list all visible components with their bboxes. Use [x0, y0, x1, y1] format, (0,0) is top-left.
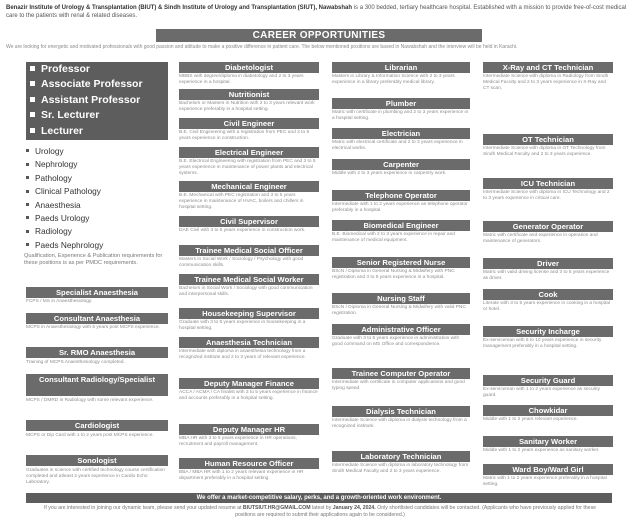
job-title: Carpenter — [332, 159, 470, 170]
job-title: Civil Supervisor — [179, 216, 319, 227]
job-title: Consultant Anaesthesia — [26, 313, 168, 324]
page-title: CAREER OPPORTUNITIES — [156, 29, 482, 42]
job-title: Senior Registered Nurse — [332, 257, 470, 268]
bullet-icon — [26, 216, 29, 219]
job-description: B.E. Mechanical with PEC registration and 3 to 5 years experience in maintenance of HVAC, boilers and chillers in hospital setting. — [179, 193, 304, 210]
job-title: Human Resource Officer — [179, 458, 319, 469]
position-item: Assistant Professor — [26, 93, 168, 108]
job-title: Diabetologist — [179, 62, 319, 73]
job-description: MBA HR with 3 to 5 years experience in HR operations, recruitment and payroll management. — [179, 436, 297, 447]
job-description: Literate with 3 to 5 years experience in cooking in a hospital or hotel. — [483, 301, 610, 312]
job-title: Cook — [483, 289, 613, 300]
job-title: Civil Engineer — [179, 118, 319, 129]
bullet-icon — [26, 190, 29, 193]
application-instructions — [40, 505, 600, 519]
job-description: B.E. Civil Engineering with a registration from PEC and 3 to 5 years experience in construction. — [179, 130, 310, 141]
bullet-icon — [26, 230, 29, 233]
job-description: Graduate with 3 to 5 years experience in administration with good command on MS Office and correspondence. — [332, 336, 460, 347]
job-title: Deputy Manager Finance — [179, 378, 319, 389]
qualification-note: Qualification, Experience & Publication requirements for these positions is as per PMDC requirements. — [24, 253, 163, 266]
job-description: B.E. Electrical Engineering with registration from PEC and 3 to 5 years experience in maintenance of power plants and electrical systems. — [179, 159, 316, 176]
job-title: Consultant Radiology/Specialist — [26, 374, 168, 396]
job-description: BScN / Diploma in General Nursing & Midwifery with valid PNC registration. — [332, 305, 466, 316]
job-title: OT Technician — [483, 134, 613, 145]
job-description: MCPS or Dip Card with 1 to 2 years post MCPS experience. — [26, 433, 154, 438]
job-description: Masters in Social Work / Sociology / Psychology with good communication skills. — [179, 257, 304, 268]
footer-text: Only shortlisted candidates will be contacted. (Applicants who have previously applied for these positions are required to submit their applications again to be considered.) — [235, 505, 597, 518]
footer-text: If you are interested in joining our dynamic team, please send your updated resume at — [43, 505, 242, 511]
job-title: Sanitary Worker — [483, 436, 613, 447]
job-title: Specialist Anaesthesia — [26, 287, 168, 298]
job-description: Ex-serviceman with 5 to 10 years experience in security management preferably in a hospital setting. — [483, 338, 602, 349]
specialty-item: Nephrology — [24, 158, 174, 171]
job-title: Telephone Operator — [332, 190, 470, 201]
bullet-icon — [26, 203, 29, 206]
job-description: MCPS / DMRD in Radiology with some relevant experience. — [26, 398, 154, 403]
job-description: Masters in Library & Information Science with 2 to 3 years experience in a library preferably medical library. — [332, 74, 455, 85]
job-title: Nutritionist — [179, 89, 319, 100]
job-description: Middle with 2 to 3 years experience in carpentry work. — [332, 171, 447, 176]
job-title: Plumber — [332, 98, 470, 109]
specialty-item: Paeds Nephrology — [24, 239, 174, 252]
square-bullet-icon — [30, 66, 35, 71]
job-description: Matric with certificate in plumbing and 2 to 3 years experience in a hospital setting. — [332, 110, 469, 121]
job-description: DAE Civil with 3 to 5 years experience in construction work. — [179, 228, 306, 233]
job-title: Cardiologist — [26, 420, 168, 431]
job-title: Trainee Computer Operator — [332, 368, 470, 379]
specialty-item: Radiology — [24, 225, 174, 238]
job-description: Intermediate with diploma in anaesthesia technology from a recognized institute and 2 to 3 years of relevant experience. — [179, 349, 306, 360]
job-description: BScN / Diploma in General Nursing & Midwifery with PNC registration and 3 to 5 years experience in a hospital. — [332, 269, 455, 280]
job-description: Intermediate Science with diploma in OT Technology from Sindh Medical Faculty and 2 to 3 years experience. — [483, 146, 606, 157]
specialty-list — [24, 145, 174, 252]
job-description: ACCA / ACMA / CA finalist with 3 to 5 years experience in finance and accounts preferably in a hospital setting. — [179, 390, 318, 401]
job-description: B.E. Biomedical with 2 to 3 years experience in repair and maintenance of medical equipment. — [332, 232, 455, 243]
job-description: BBA / MBA HR with 1 to 2 years relevant experience in HR department preferably in a hospital setting. — [179, 470, 304, 481]
job-description: Middle with 1 to 2 years experience as sanitary worker. — [483, 448, 600, 453]
square-bullet-icon — [30, 97, 35, 102]
job-description: Training of MCPS Anaesthesiology completed. — [26, 360, 125, 365]
job-description: Ex-serviceman with 1 to 2 years experience as security guard. — [483, 387, 601, 398]
job-title: Driver — [483, 258, 613, 269]
bullet-icon — [26, 163, 29, 166]
job-title: Anaesthesia Technician — [179, 337, 319, 348]
job-description: Matric with valid driving license and 3 to 5 years experience as driver. — [483, 270, 610, 281]
job-description: Graduates in science with certified technology course certification completed and atleast 2 years experience in Cardio Echo Laboratory. — [26, 468, 165, 485]
application-email: BIUTSIUT.HR@GMAIL.COM — [242, 505, 311, 511]
job-title: ICU Technician — [483, 178, 613, 189]
job-title: Laboratory Technician — [332, 451, 470, 462]
job-description: Intermediate Science with diploma in laboratory technology from Sindh Medical Faculty and 2 to 3 years experience. — [332, 463, 469, 474]
job-title: Security Guard — [483, 375, 613, 386]
job-title: Ward Boy/Ward Girl — [483, 464, 613, 475]
position-item: Professor — [26, 62, 168, 77]
deadline-date: January 24, 2024. — [332, 505, 376, 511]
job-title: Mechanical Engineer — [179, 181, 319, 192]
job-title: Security Incharge — [483, 326, 613, 337]
faculty-positions-box — [26, 62, 168, 140]
job-description: Graduate with 3 to 5 years experience in housekeeping in a hospital setting. — [179, 320, 306, 331]
job-description: MBBS with degree/diploma in diabetology and 2 to 3 years experience in a hospital. — [179, 74, 304, 85]
square-bullet-icon — [30, 112, 35, 117]
intro-text: is a 300 bedded, tertiary healthcare hospital. Established with a mission to provide free-of-cost medical care to the patients with renal & related diseases. — [6, 5, 627, 19]
job-description: MCPS in Anaesthesiology with 5 years post MCPS experience. — [26, 325, 160, 330]
job-description: Bachelors or Masters in Nutrition with 2 to 3 years relevant work experience preferably in a hospital setting. — [179, 101, 315, 112]
job-description: Middle with 1 to 2 years relevant experience. — [483, 417, 578, 422]
job-description: FCPS / MS in Anaesthesiology. — [26, 299, 93, 304]
job-title: Generator Operator — [483, 221, 613, 232]
job-description: Bachelors in Social Work / Sociology with good communication and interpersonal skills. — [179, 286, 313, 297]
job-title: Trainee Medical Social Officer — [179, 245, 319, 256]
square-bullet-icon — [30, 128, 35, 133]
specialty-item: Pathology — [24, 172, 174, 185]
position-item: Associate Professor — [26, 77, 168, 92]
bullet-icon — [26, 176, 29, 179]
footer-text: latest by — [311, 505, 332, 511]
square-bullet-icon — [30, 81, 35, 86]
position-item: Sr. Lecturer — [26, 108, 168, 123]
specialty-item: Clinical Pathology — [24, 185, 174, 198]
subheading-text: We are looking for energetic and motivated professionals with good passion and attitude to make a positive difference in patient care. The below mentioned positions are based in Nawabshah and the interview will be held in Karachi. — [6, 44, 518, 50]
job-title: X-Ray and CT Technician — [483, 62, 613, 73]
job-title: Electrical Engineer — [179, 147, 319, 158]
job-description: Intermediate with 1 to 2 years experience as telephone operator preferably in a hospital. — [332, 202, 468, 213]
job-description: Intermediate Science with diploma in dialysis technology from a recognized institute. — [332, 418, 467, 429]
job-title: Biomedical Engineer — [332, 220, 470, 231]
job-description: Matric with 1 to 2 years experience preferably in a hospital setting. — [483, 476, 607, 487]
job-description: Matric with certificate and experience in operation and maintenance of generators. — [483, 233, 598, 244]
job-title: Chowkidar — [483, 405, 613, 416]
job-description: Intermediate Science with diploma in ICU Technology and 2 to 3 years experience in critical care. — [483, 190, 610, 201]
bullet-icon — [26, 243, 29, 246]
offer-banner: We offer a market-competitive salary, perks, and a growth-oriented work environment. — [26, 493, 612, 503]
job-title: Electrician — [332, 128, 470, 139]
job-title: Housekeeping Supervisor — [179, 308, 319, 319]
organization-name: Benazir Institute of Urology & Transplantation (BIUT) & Sindh Institute of Urology and Transplantation (SIUT), Nawabshah — [6, 5, 353, 11]
job-description: Matric with electrical certificate and 2 to 3 years experience in electrical works. — [332, 140, 463, 151]
job-title: Trainee Medical Social Worker — [179, 274, 319, 285]
job-title: Sr. RMO Anaesthesia — [26, 347, 168, 358]
position-item: Lecturer — [26, 124, 168, 139]
job-title: Nursing Staff — [332, 293, 470, 304]
job-title: Deputy Manager HR — [179, 424, 319, 435]
job-title: Administrative Officer — [332, 324, 470, 335]
intro-paragraph — [6, 4, 632, 20]
specialty-item: Urology — [24, 145, 174, 158]
bullet-icon — [26, 149, 29, 152]
job-title: Dialysis Technician — [332, 406, 470, 417]
specialty-item: Anaesthesia — [24, 199, 174, 212]
specialty-item: Paeds Urology — [24, 212, 174, 225]
job-title: Librarian — [332, 62, 470, 73]
job-title: Sonologist — [26, 455, 168, 466]
job-description: Intermediate with certificate in computer applications and good typing speed. — [332, 380, 465, 391]
job-description: Intermediate Science with diploma in Radiology from Sindh Medical Faculty and 2 to 3 years experience in X-Ray and CT scan. — [483, 74, 609, 91]
